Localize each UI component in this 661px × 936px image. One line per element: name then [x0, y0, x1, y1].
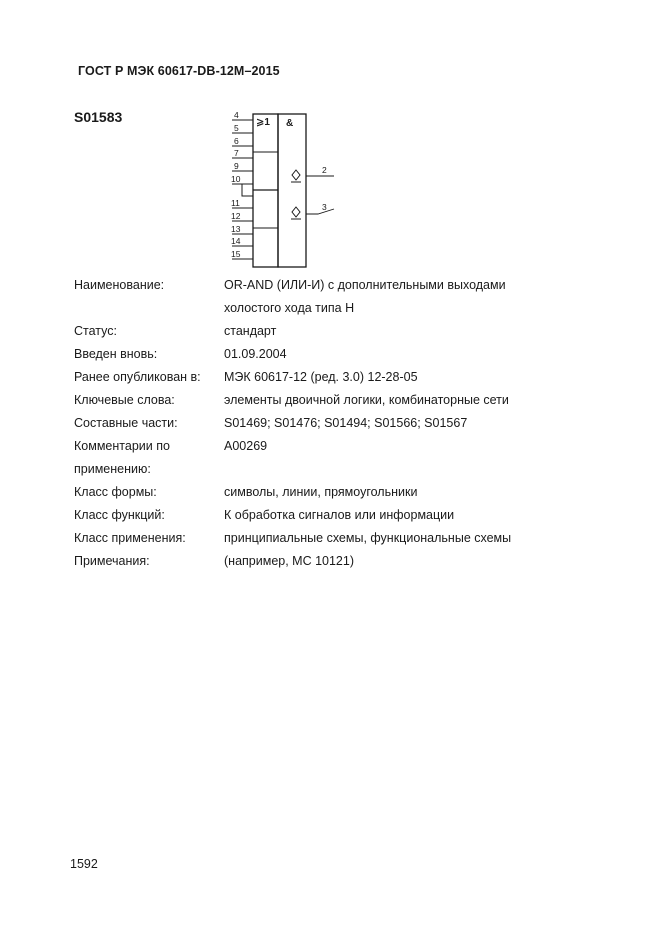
field-value: (например, МС 10121): [224, 554, 354, 568]
field-label: Ключевые слова:: [74, 393, 175, 407]
logic-symbol-diagram: [222, 112, 342, 275]
field-status: [74, 320, 634, 343]
field-label: Введен вновь:: [74, 347, 158, 361]
field-introduced: [74, 343, 634, 366]
pin-11: 11: [231, 198, 240, 208]
field-label: Статус:: [74, 324, 117, 338]
field-label-empty: [74, 297, 224, 320]
pin-3: 3: [322, 202, 327, 212]
field-value: холостого хода типа Н: [224, 301, 355, 315]
field-application-class: [74, 527, 634, 550]
pin-4: 4: [234, 112, 239, 120]
pin-12: 12: [231, 211, 241, 221]
output-line-3: [306, 209, 334, 214]
field-keywords: [74, 389, 634, 412]
field-components: [74, 412, 634, 435]
document-header: ГОСТ Р МЭК 60617-DB-12М–2015: [78, 64, 280, 78]
logic-symbol-svg: [222, 112, 342, 270]
field-application-notes-continuation: [74, 458, 634, 481]
field-value: S01469; S01476; S01494; S01566; S01567: [224, 416, 468, 430]
and-box: [278, 114, 306, 267]
field-value: МЭК 60617-12 (ред. 3.0) 12-28-05: [224, 370, 418, 384]
field-label: Примечания:: [74, 554, 150, 568]
or-function-label: ⩾1: [256, 117, 270, 128]
field-label: Наименование:: [74, 278, 165, 292]
field-value-empty: [224, 458, 634, 481]
field-value: символы, линии, прямоугольники: [224, 485, 418, 499]
field-previously-published: [74, 366, 634, 389]
field-label: Класс функций:: [74, 508, 165, 522]
pin-2: 2: [322, 165, 327, 175]
field-application-notes: [74, 435, 634, 458]
field-value: К обработка сигналов или информации: [224, 508, 455, 522]
field-label: применению:: [74, 462, 151, 476]
open-circuit-output-icon-1: [291, 170, 301, 182]
pin-5: 5: [234, 123, 239, 133]
field-label: Ранее опубликован в:: [74, 370, 201, 384]
pin-9: 9: [234, 161, 239, 171]
pin-10: 10: [231, 174, 241, 184]
field-value: стандарт: [224, 324, 277, 338]
pin-15: 15: [231, 249, 241, 259]
field-label: Класс применения:: [74, 531, 186, 545]
and-function-label: &: [286, 118, 294, 129]
symbol-id: S01583: [74, 109, 123, 125]
pin-6: 6: [234, 136, 239, 146]
field-name: [74, 274, 634, 297]
field-value: OR-AND (ИЛИ-И) с дополнительными выходами: [224, 278, 506, 292]
pin-13: 13: [231, 224, 241, 234]
field-value: принципиальные схемы, функциональные схемы: [224, 531, 512, 545]
field-label: Комментарии по: [74, 439, 170, 453]
field-shape-class: [74, 481, 634, 504]
field-label: Класс формы:: [74, 485, 157, 499]
field-value: 01.09.2004: [224, 347, 287, 361]
field-name-continuation: [74, 297, 634, 320]
group-connector: [242, 184, 253, 196]
field-value: A00269: [224, 439, 268, 453]
page-number: 1592: [70, 857, 98, 871]
open-circuit-output-icon-2: [291, 207, 301, 219]
pin-14: 14: [231, 236, 241, 246]
pin-7: 7: [234, 148, 239, 158]
field-function-class: [74, 504, 634, 527]
field-value: элементы двоичной логики, комбинаторные сети: [224, 393, 509, 407]
symbol-fields: [74, 274, 634, 573]
field-notes: [74, 550, 634, 573]
field-label: Составные части:: [74, 416, 178, 430]
